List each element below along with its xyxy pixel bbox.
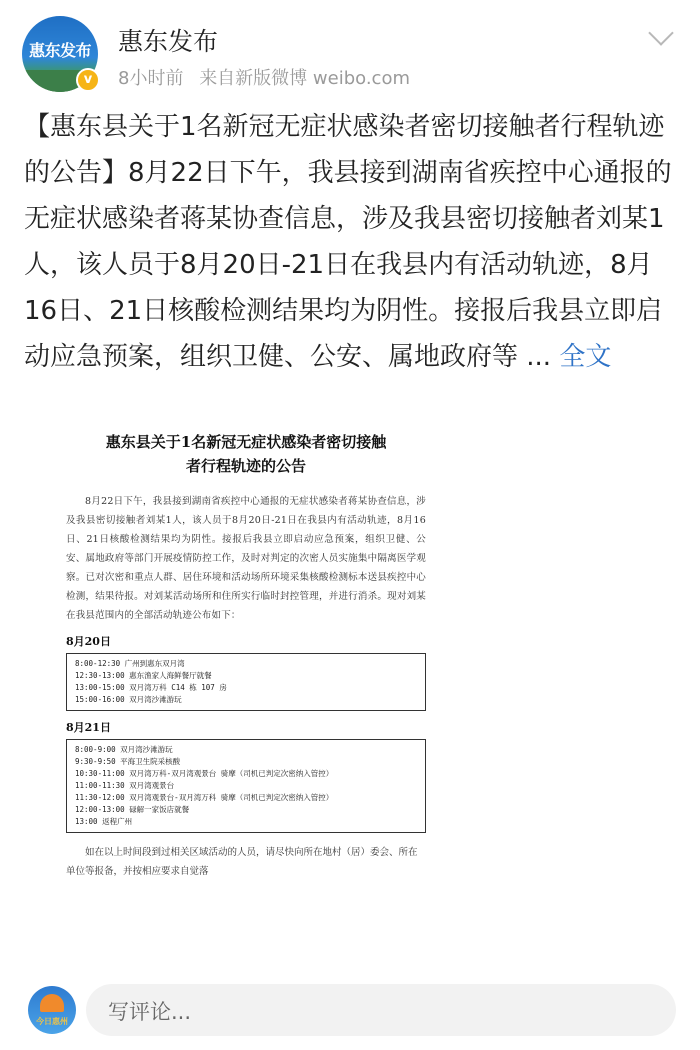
schedule-row: 11:00-11:30 双月湾观景台 <box>75 781 175 790</box>
post-text <box>24 104 676 380</box>
comment-placeholder: 写评论... <box>108 1000 192 1024</box>
schedule-day-label: 8月21日 <box>66 721 111 734</box>
document-title-line: 惠东县关于1名新冠无症状感染者密切接触 <box>105 433 387 451</box>
schedule-table-day2 <box>66 739 426 833</box>
schedule-row: 12:00-13:00 碌解一家饭店就餐 <box>75 805 190 814</box>
schedule-day-label: 8月20日 <box>66 635 111 648</box>
comment-bar <box>0 980 700 1050</box>
post-header <box>0 0 700 96</box>
document-footer: 如在以上时间段到过相关区域活动的人员，请尽快向所在地村（居）委会、所在单位等报备，并按相应要求自觉落 <box>66 847 418 877</box>
post-meta <box>118 64 420 90</box>
avatar-logo-text: 今日惠州 <box>36 1017 68 1026</box>
post-source[interactable]: 来自新版微博 weibo.com <box>199 68 410 89</box>
schedule-row: 12:30-13:00 惠东渔家人海鲜餐厅就餐 <box>75 671 212 680</box>
schedule-row: 13:00-15:00 双月湾万科 C14 栋 107 房 <box>75 683 227 692</box>
schedule-row: 13:00 返程广州 <box>75 817 133 826</box>
schedule-row: 10:30-11:00 双月湾万科-双月湾观景台 骑摩（司机已判定次密纳入管控） <box>75 769 334 778</box>
post-time: 8小时前 <box>118 68 184 89</box>
schedule-row: 11:30-12:00 双月湾观景台-双月湾万科 骑摩（司机已判定次密纳入管控） <box>75 793 334 802</box>
chevron-down-icon[interactable] <box>648 20 673 45</box>
account-name[interactable]: 惠东发布 <box>118 27 219 56</box>
read-full-link[interactable]: 全文 <box>559 342 612 372</box>
schedule-row: 15:00-16:00 双月湾沙滩游玩 <box>75 695 182 704</box>
schedule-table-day1 <box>66 653 426 711</box>
document-title-line: 者行程轨迹的公告 <box>185 457 306 475</box>
verified-badge-icon: v <box>76 68 100 92</box>
schedule-row: 8:00-9:00 双月湾沙滩游玩 <box>75 745 173 754</box>
schedule-row: 8:00-12:30 广州到惠东双月湾 <box>75 659 185 668</box>
user-avatar[interactable] <box>28 986 76 1034</box>
avatar-logo-graphic <box>40 994 64 1012</box>
document-title <box>66 430 426 478</box>
schedule-row: 9:30-9:50 平海卫生院采核酸 <box>75 757 181 766</box>
post-body: 【惠东县关于1名新冠无症状感染者密切接触者行程轨迹的公告】8月22日下午，我县接到湖南省疾控中心通报的无症状感染者蒋某协查信息，涉及我县密切接触者刘某1人，该人员于8月20日-21日在我县内有活动轨迹，8月16日、21日核酸检测结果均为阴性。接报后我县立即启动应急预案，组织卫健、公安、属地政府等 ... <box>24 112 672 372</box>
comment-input[interactable] <box>86 984 676 1036</box>
avatar-logo-text: 惠东发布 <box>28 41 91 60</box>
document-body: 8月22日下午，我县接到湖南省疾控中心通报的无症状感染者蒋某协查信息，涉及我县密切接触者刘某1人，该人员于8月20日-21日在我县内有活动轨迹，8月16日、21日核酸检测结果均为阴性。接报后我县立即启动应急预案，组织卫健、公安、属地政府等部门开展疫情防控工作，及时对判定的次密人员实施集中隔离医学观察。已对次密和重点人群、居住环境和活动场所环境采集核酸检测标本送县疾控中心检测，结果待报。对刘某活动场所和住所实行临时封控管理，并进行消杀。现对刘某在我县范围内的全部活动轨迹公布如下： <box>66 496 426 621</box>
post-image-document[interactable] <box>66 408 426 968</box>
